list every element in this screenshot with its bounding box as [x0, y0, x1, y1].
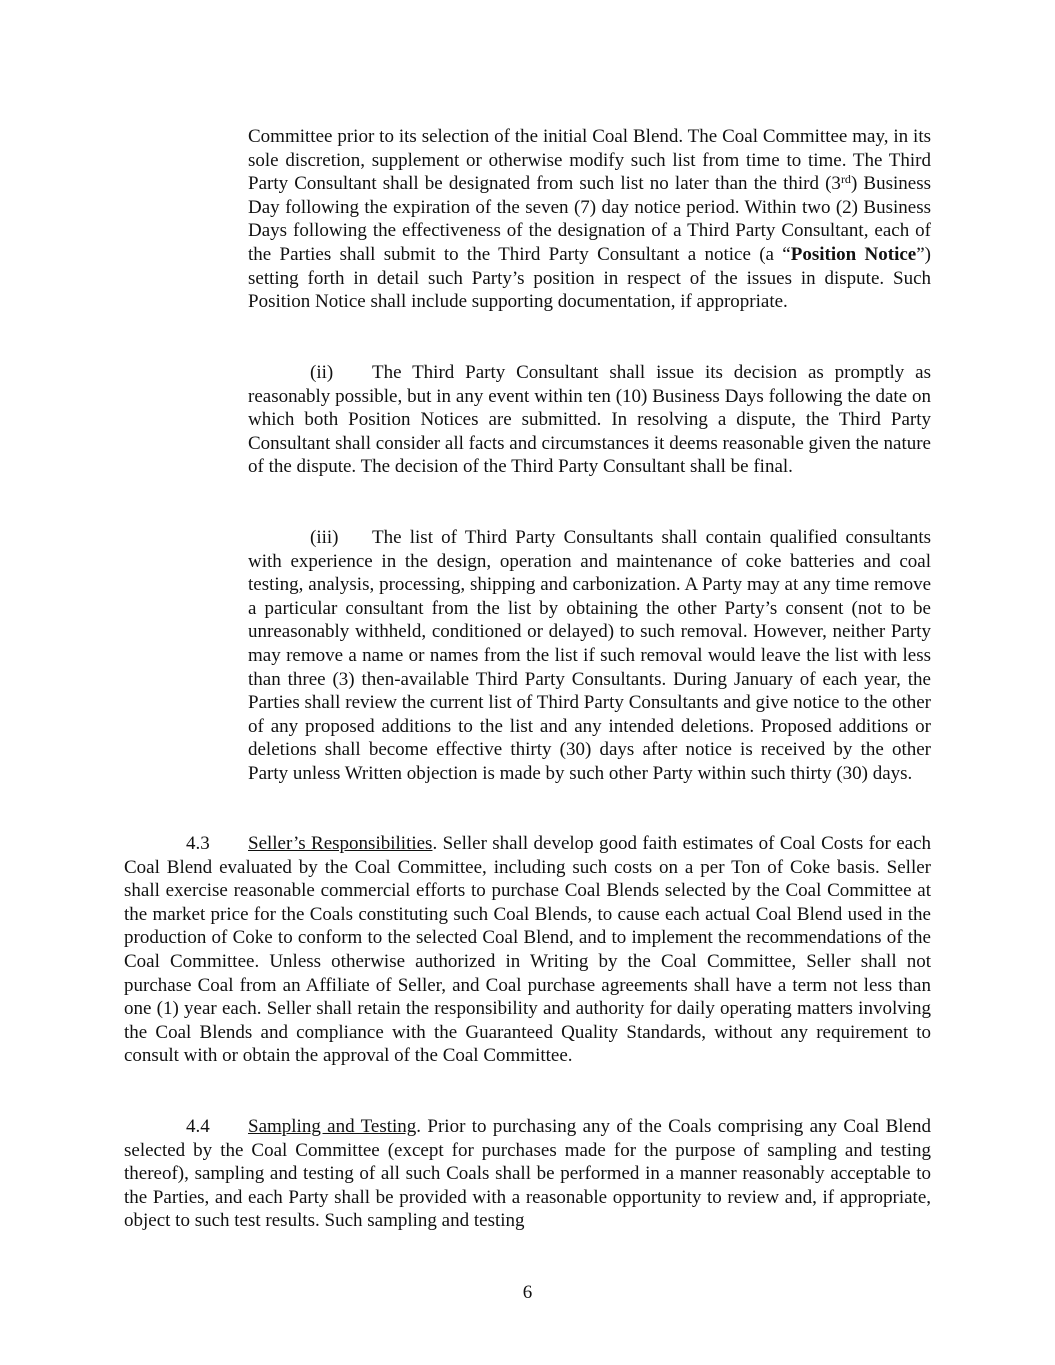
clause-ii [248, 361, 931, 479]
section-text: . Prior to purchasing any of the Coals comprising any Coal Blend selected by the Coal Committee (except for purchases made for the purpose of sampling and testing thereof), sampling and testing of all such Coals shall be performed in a manner reasonably acceptable to the Parties, and each Party shall be provided with a reasonable opportunity to review and, if appropriate, object to such test results. Such sampling and testing [124, 1116, 931, 1232]
clause-number: (iii) [310, 527, 339, 548]
clause-text: The Third Party Consultant shall issue its decision as promptly as reasonably possible, but in any event within ten (10) Business Days following the date on which both Position Notices are submitted. In resolving a dispute, the Third Party Consultant shall consider all facts and circumstances it deems reasonable given the nature of the dispute. The decision of the Third Party Consultant shall be final. [248, 362, 931, 478]
section-title: Sampling and Testing [248, 1116, 417, 1137]
section-4-3 [124, 832, 931, 1068]
section-title: Seller’s Responsibilities [248, 833, 433, 854]
continuation-paragraph [248, 125, 931, 314]
defined-term-position-notice: Position Notice [790, 243, 917, 265]
page-number: 6 [522, 1282, 533, 1303]
clause-number: (ii) [310, 362, 334, 383]
clause-text: The list of Third Party Consultants shall contain qualified consultants with experience in the design, operation and maintenance of coke batteries and coal testing, analysis, processing, shipping and carbonization. A Party may at any time remove a particular consultant from the list by obtaining the other Party’s consent (not to be unreasonably withheld, conditioned or delayed) to such removal. However, neither Party may remove a name or names from the list if such removal would leave the list with less than three (3) then-available Third Party Consultants. During January of each year, the Parties shall review the current list of Third Party Consultants and give notice to the other of any proposed additions to the list and any intended deletions. Proposed additions or deletions shall become effective thirty (30) days after notice is received by the other Party unless Written objection is made by such other Party within such thirty (30) days. [248, 527, 931, 784]
ordinal-superscript: rd [840, 172, 851, 187]
continuation-text: Committee prior to its selection of the initial Coal Blend. The Coal Committee may, in its sole discretion, supplement or otherwise modify such list from time to time. The Third Party Consultant shall be designated from such list no later than the third (3rd) Business Day following the expiration of the seven (7) day notice period. Within two (2) Business Days following the effectiveness of the designation of a Third Party Consultant, each of the Parties shall submit to the Third Party Consultant a notice (a “Position Notice”) setting forth in detail such Party’s position in respect of the issues in dispute. Such Position Notice shall include supporting documentation, if appropriate. [248, 126, 931, 313]
clause-iii [248, 526, 931, 786]
section-number: 4.3 [186, 833, 210, 854]
section-4-4 [124, 1115, 931, 1233]
section-text: . Seller shall develop good faith estimates of Coal Costs for each Coal Blend evaluated by the Coal Committee, including such costs on a per Ton of Coke basis. Seller shall exercise reasonable commercial efforts to purchase Coal Blends selected by the Coal Committee at the market price for the Coals constituting such Coal Blends, to cause each actual Coal Blend used in the production of Coke to conform to the selected Coal Blend, and to implement the recommendations of the Coal Committee. Unless otherwise authorized in Writing by the Coal Committee, Seller shall not purchase Coal from an Affiliate of Seller, and Coal purchase agreements shall have a term not less than one (1) year each. Seller shall retain the responsibility and authority for daily operating matters involving the Coal Blends and compliance with the Guaranteed Quality Standards, without any requirement to consult with or obtain the approval of the Coal Committee. [124, 833, 932, 1067]
section-number: 4.4 [186, 1116, 210, 1137]
